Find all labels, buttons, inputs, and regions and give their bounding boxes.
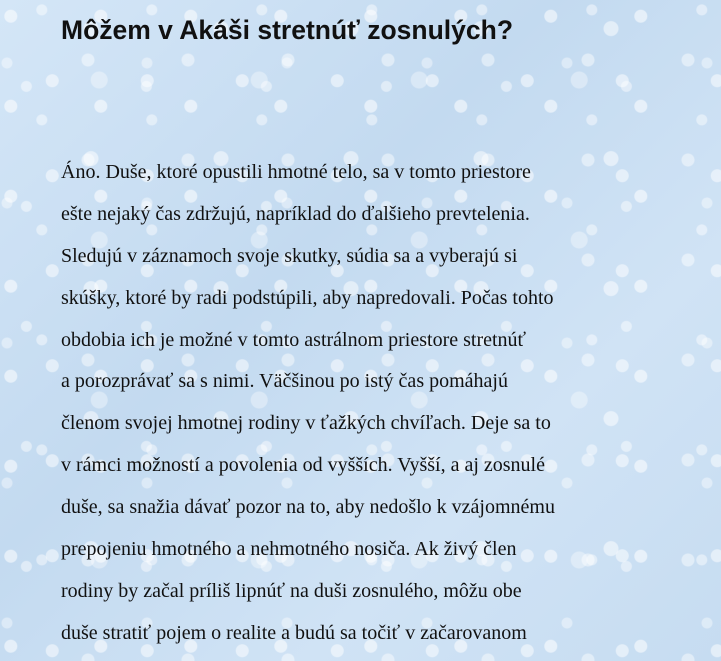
article-body bbox=[61, 152, 701, 655]
paragraph-line: v rámci možností a povolenia od vyšších. Vyšší, a aj zosnulé bbox=[61, 454, 545, 477]
paragraph-line: Sledujú v záznamoch svoje skutky, súdia sa a vyberajú si bbox=[61, 244, 518, 267]
paragraph-line: a porozprávať sa s nimi. Väčšinou po istý čas pomáhajú bbox=[61, 370, 508, 393]
paragraph-line: duše stratiť pojem o realite a budú sa točiť v začarovanom bbox=[61, 621, 527, 644]
paragraph-line: ešte nejaký čas zdržujú, napríklad do ďalšieho prevtelenia. bbox=[61, 202, 530, 225]
paragraph-line: skúšky, ktoré by radi podstúpili, aby napredovali. Počas tohto bbox=[61, 286, 554, 309]
paragraph-line: obdobia ich je možné v tomto astrálnom priestore stretnúť bbox=[61, 328, 527, 351]
paragraph-line: Áno. Duše, ktoré opustili hmotné telo, sa v tomto priestore bbox=[61, 161, 531, 183]
paragraph-line: rodiny by začal príliš lipnúť na duši zosnulého, môžu obe bbox=[61, 579, 522, 602]
paragraph-line: členom svojej hmotnej rodiny v ťažkých chvíľach. Deje sa to bbox=[61, 412, 551, 435]
paragraph-line: prepojeniu hmotného a nehmotného nosiča. Ak živý člen bbox=[61, 538, 517, 561]
paragraph-line: duše, sa snažia dávať pozor na to, aby nedošlo k vzájomnému bbox=[61, 496, 555, 519]
article-title: Môžem v Akáši stretnúť zosnulých? bbox=[61, 15, 514, 45]
